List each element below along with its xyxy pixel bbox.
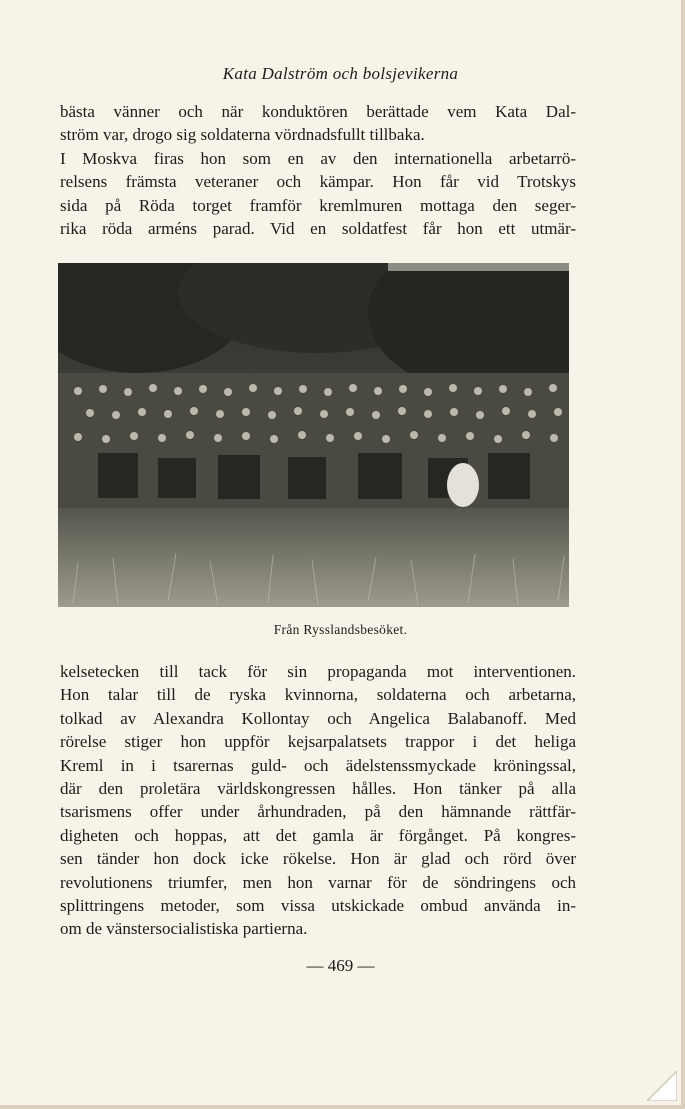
text-line: splittringens metoder, som vissa utskickade ombud använda in- xyxy=(60,896,576,916)
text-line: bästa vänner och när konduktören berättade vem Kata Dal- xyxy=(60,102,576,121)
text-line: Hon talar till de ryska kvinnorna, soldaterna och arbetarna, xyxy=(60,685,576,705)
photo-caption: Från Rysslandsbesöket. xyxy=(273,622,408,637)
text-line: sida på Röda torget framför kremlmuren mottaga den seger- xyxy=(60,195,576,215)
text-line: revolutionens triumfer, men hon varnar för de söndringens och xyxy=(60,872,576,892)
running-head: Kata Dalström och bolsjevikerna xyxy=(222,64,459,83)
page-corner-fold-icon xyxy=(647,1071,677,1101)
page-number: — 469 — xyxy=(306,956,375,975)
text-line: där den proletära världskongressen hålles. Hon tänker på alla xyxy=(60,779,576,799)
paragraph-bottom xyxy=(60,660,576,941)
text-line: tsarismens offer under århundraden, på den hämnande rättfär- xyxy=(60,802,576,822)
text-line: relsens främsta veteraner och kämpar. Hon får vid Trotskys xyxy=(60,172,576,192)
photograph-image xyxy=(58,263,569,607)
text-line: kelsetecken till tack för sin propaganda mot interventionen. xyxy=(60,662,576,681)
text-line: rörelse stiger hon uppför kejsarpalatsets trappor i det heliga xyxy=(60,732,576,752)
text-line: om de vänstersocialistiska partierna. xyxy=(60,919,308,939)
text-line: sen tänder hon dock icke rökelse. Hon är glad och rörd över xyxy=(60,849,576,869)
text-line: rika röda arméns parad. Vid en soldatfest får hon ett utmär- xyxy=(60,219,576,239)
group-photograph xyxy=(58,263,569,607)
text-line: I Moskva firas hon som en av den internationella arbetarrö- xyxy=(60,148,576,168)
text-line: digheten och hoppas, att det gamla är förgånget. På kongres- xyxy=(60,825,576,845)
text-line: tolkad av Alexandra Kollontay och Angelica Balabanoff. Med xyxy=(60,708,576,728)
text-line: Kreml in i tsarernas guld- och ädelstenssmyckade kröningssal, xyxy=(60,755,576,775)
text-line: ström var, drogo sig soldaterna vördnadsfullt tillbaka. xyxy=(60,125,425,145)
paragraph-top xyxy=(60,100,576,240)
